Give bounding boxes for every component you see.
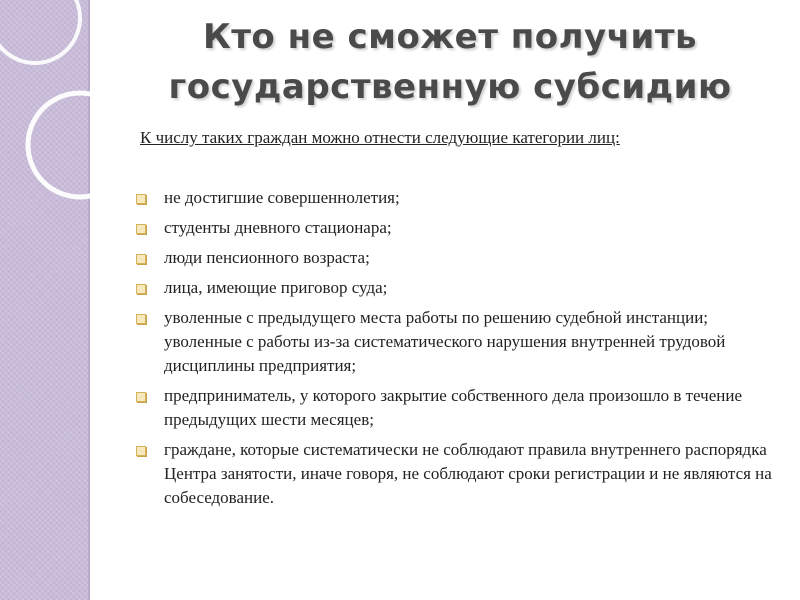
list-item-text: не достигшие совершеннолетия;: [164, 188, 400, 207]
square-bullet-icon: [136, 254, 146, 264]
list-item-text: студенты дневного стационара;: [164, 218, 392, 237]
title-line-1: Кто не сможет получить: [202, 17, 698, 57]
list-item: [134, 216, 784, 240]
square-bullet-icon: [136, 194, 146, 204]
list-item: [134, 276, 784, 300]
title-line-2: государственную субсидию: [168, 67, 732, 107]
list-item: [134, 186, 784, 210]
intro-text: К числу таких граждан можно отнести следующие категории лиц:: [140, 128, 620, 147]
list-item: [134, 438, 784, 510]
list-item-text: уволенные с предыдущего места работы по решению судебной инстанции; уволенные с работы из-за систематического нарушения внутренней трудовой дисциплины предприятия;: [164, 308, 726, 375]
category-list: [134, 186, 784, 516]
list-item: [134, 384, 784, 432]
list-item-text: лица, имеющие приговор суда;: [164, 278, 388, 297]
square-bullet-icon: [136, 446, 146, 456]
square-bullet-icon: [136, 224, 146, 234]
list-item-text: предприниматель, у которого закрытие собственного дела произошло в течение предыдущих шести месяцев;: [164, 386, 743, 429]
list-item: [134, 306, 784, 378]
square-bullet-icon: [136, 284, 146, 294]
list-item-text: люди пенсионного возраста;: [164, 248, 370, 267]
slide-title: [140, 12, 760, 112]
square-bullet-icon: [136, 392, 146, 402]
circle-rings-decoration: [0, 0, 130, 260]
square-bullet-icon: [136, 314, 146, 324]
list-item-text: граждане, которые систематически не соблюдают правила внутреннего распорядка Центра занятости, иначе говоря, не соблюдают сроки регистрации и не являются на собеседование.: [164, 440, 772, 507]
decorative-sidebar: [0, 0, 90, 600]
list-item: [134, 246, 784, 270]
